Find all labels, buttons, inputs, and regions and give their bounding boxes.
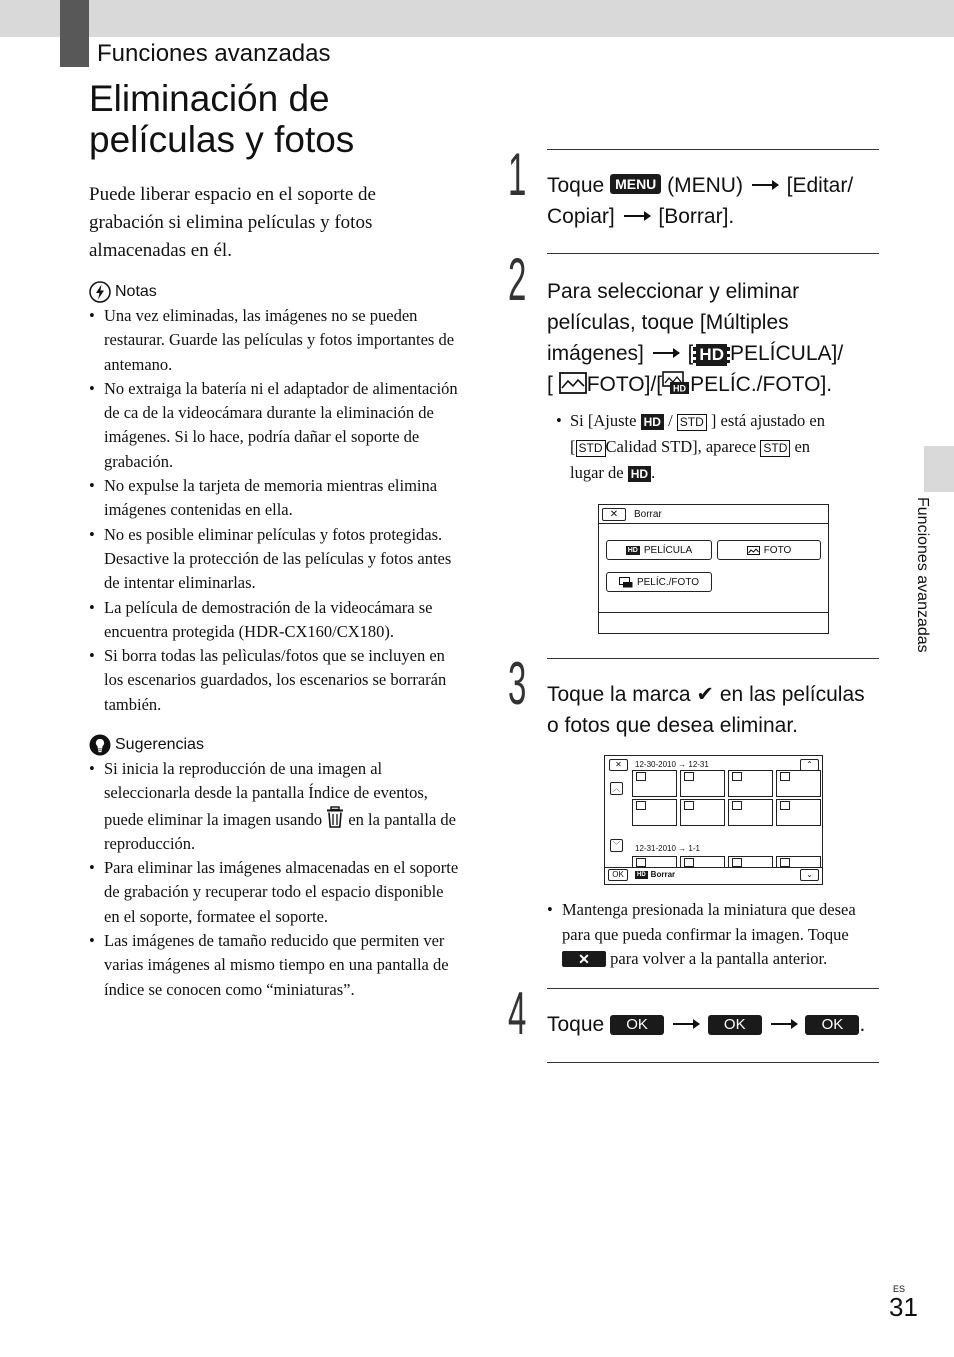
step-2-rule [547, 253, 879, 254]
photo-icon [559, 372, 587, 394]
side-section-label: Funciones avanzadas [914, 497, 931, 653]
step-3-number: 3 [508, 650, 527, 717]
tips-heading-text: Sugerencias [115, 736, 204, 753]
checkbox[interactable] [732, 801, 742, 810]
std-icon: STD [576, 440, 606, 457]
ok-button[interactable]: OK [708, 1015, 762, 1035]
page-up-button[interactable]: ⌃ [800, 759, 819, 771]
page-language: ES [893, 1284, 906, 1294]
checkbox[interactable] [684, 858, 694, 867]
list-item: • No extraiga la batería ni el adaptador de alimentación de ca de la videocámara durante la eliminación de imágenes. Si lo hace, podría dañar el soporte de grabación. [89, 377, 461, 474]
step-2-text: Para seleccionar y eliminar películas, toque [Múltiples imágenes] [ HD PELÍCULA]/ [ FOTO]/[ HD PELÍC./FOTO]. [547, 280, 844, 396]
list-item: • Las imágenes de tamaño reducido que permiten ver varias imágenes al mismo tiempo en una pantalla de índice se conocen como “miniaturas”. [89, 929, 461, 1002]
checkbox[interactable] [636, 801, 646, 810]
intro-paragraph: Puede liberar espacio en el soporte de grabación si elimina películas y fotos almacenadas en él. [89, 184, 376, 261]
foto-button[interactable]: FOTO [717, 540, 821, 560]
ok-button[interactable]: OK [608, 869, 628, 881]
close-button[interactable]: ✕ [562, 951, 606, 967]
list-item: • No es posible eliminar películas y fotos protegidas. Desactive la protección de las películas y fotos antes de intentar eliminarlas. [89, 523, 461, 596]
hd-icon: HD [628, 466, 651, 482]
step-3-note: • Mantenga presionada la miniatura que desea para que pueda confirmar la imagen. Toque ✕ para volver a la pantalla anterior. [547, 900, 856, 968]
photo-icon [747, 546, 760, 555]
close-button[interactable]: ✕ [609, 759, 628, 771]
screen-footer [599, 612, 828, 633]
page-down-button[interactable]: ⌄ [800, 869, 819, 881]
step-2-note: • Si [Ajuste HD / STD ] está ajustado en [ STD Calidad STD], aparece STD en lugar de HD . [556, 411, 825, 482]
step-2-number: 2 [508, 246, 527, 313]
thumbnail[interactable] [632, 770, 677, 797]
list-item: • La película de demostración de la videocámara se encuentra protegida (HDR-CX160/CX180). [89, 596, 461, 645]
ok-button[interactable]: OK [610, 1015, 664, 1035]
lightbulb-icon [89, 734, 111, 756]
notes-heading [89, 281, 157, 303]
title-line-1: Eliminación de [89, 78, 330, 119]
step-3-rule [547, 658, 879, 659]
delete-mode-label: HD Borrar [637, 870, 676, 879]
step-1-rule [547, 149, 879, 150]
step-4-rule [547, 988, 879, 989]
arrow-right-icon [653, 352, 679, 354]
checkbox[interactable] [636, 772, 646, 781]
hd-icon: HD [641, 414, 664, 430]
svg-text:HD: HD [673, 383, 687, 394]
menu-button[interactable]: MENU [610, 174, 661, 194]
arrow-right-icon [624, 215, 650, 217]
thumbnail[interactable] [776, 799, 821, 826]
step-end-rule [547, 1062, 879, 1063]
pelic-foto-button[interactable]: PELÍC./FOTO [606, 572, 712, 592]
delete-menu-screen [598, 504, 829, 634]
movie-photo-icon [619, 577, 633, 588]
checkbox[interactable] [732, 858, 742, 867]
hd-icon: HD [637, 871, 646, 878]
thumbnail[interactable] [680, 770, 725, 797]
checkbox[interactable] [732, 772, 742, 781]
list-item: • No expulse la tarjeta de memoria mientras elimina imágenes contenidas en ella. [89, 474, 461, 523]
date-range-1: 12-30-2010 → 12-31 [635, 760, 709, 769]
list-item: • Para eliminar las imágenes almacenadas en el soporte de grabación y recuperar todo el espacio disponible en el soporte, formatee el soporte. [89, 856, 461, 929]
close-button[interactable]: ✕ [602, 508, 626, 521]
footer-divider [605, 867, 822, 868]
date-range-2: 12-31-2010 → 1-1 [635, 844, 700, 853]
thumbnail-select-screen [604, 755, 823, 885]
list-item: • Si borra todas las pelìculas/fotos que se incluyen en los escenarios guardados, los escenarios se borrarán también. [89, 644, 461, 717]
arrow-right-icon [771, 1023, 797, 1025]
side-tab [924, 446, 954, 492]
notes-heading-text: Notas [115, 283, 157, 300]
tips-list [89, 757, 461, 1002]
thumbnail[interactable] [680, 799, 725, 826]
tips-heading [89, 734, 204, 756]
section-label: Funciones avanzadas [97, 40, 331, 67]
checkbox[interactable] [636, 858, 646, 867]
list-item: • Si inicia la reproducción de una imagen al seleccionarla desde la pantalla Índice de eventos, puede eliminar la imagen usando en la pantalla de reproducción. [89, 757, 461, 856]
notes-list [89, 304, 461, 717]
pelicula-button[interactable]: HD PELÍCULA [606, 540, 712, 560]
hd-icon: HD [627, 546, 638, 554]
ok-button[interactable]: OK [805, 1015, 859, 1035]
std-icon: STD [760, 440, 790, 457]
scroll-down-button[interactable]: ﹀ [610, 839, 623, 852]
checkbox[interactable] [780, 772, 790, 781]
trash-icon [326, 806, 344, 828]
scroll-up-button[interactable]: ︿ [610, 782, 623, 795]
checkbox[interactable] [780, 801, 790, 810]
step-4-text: Toque OK OK OK . [547, 1013, 866, 1036]
page-title [89, 78, 354, 160]
page-number: 31 [889, 1292, 918, 1322]
checkbox[interactable] [684, 772, 694, 781]
step-3-text: Toque la marca ✔ en las películas o fotos que desea eliminar. [547, 683, 865, 737]
step-4-number: 4 [508, 980, 527, 1047]
screen-header [599, 505, 828, 524]
section-accent [60, 0, 89, 67]
thumbnail[interactable] [728, 770, 773, 797]
warning-bolt-icon [89, 281, 111, 303]
thumbnail[interactable] [632, 799, 677, 826]
title-line-2: películas y fotos [89, 119, 355, 160]
top-bar [0, 0, 954, 37]
arrow-right-icon [752, 184, 778, 186]
checkmark-icon: ✔ [696, 683, 715, 706]
checkbox[interactable] [780, 858, 790, 867]
checkbox[interactable] [684, 801, 694, 810]
thumbnail[interactable] [728, 799, 773, 826]
arrow-right-icon [673, 1023, 699, 1025]
step-1-text: Toque MENU (MENU) [Editar/ Copiar] [Borrar]. [547, 174, 854, 228]
movie-photo-icon [662, 371, 690, 395]
screen-title: Borrar [634, 508, 662, 520]
step-1-number: 1 [508, 141, 527, 208]
thumbnail[interactable] [776, 770, 821, 797]
hd-movie-icon: HD [693, 344, 730, 366]
list-item: • Una vez eliminadas, las imágenes no se pueden restaurar. Guarde las películas y fotos importantes de antemano. [89, 304, 461, 377]
std-icon: STD [677, 414, 707, 431]
